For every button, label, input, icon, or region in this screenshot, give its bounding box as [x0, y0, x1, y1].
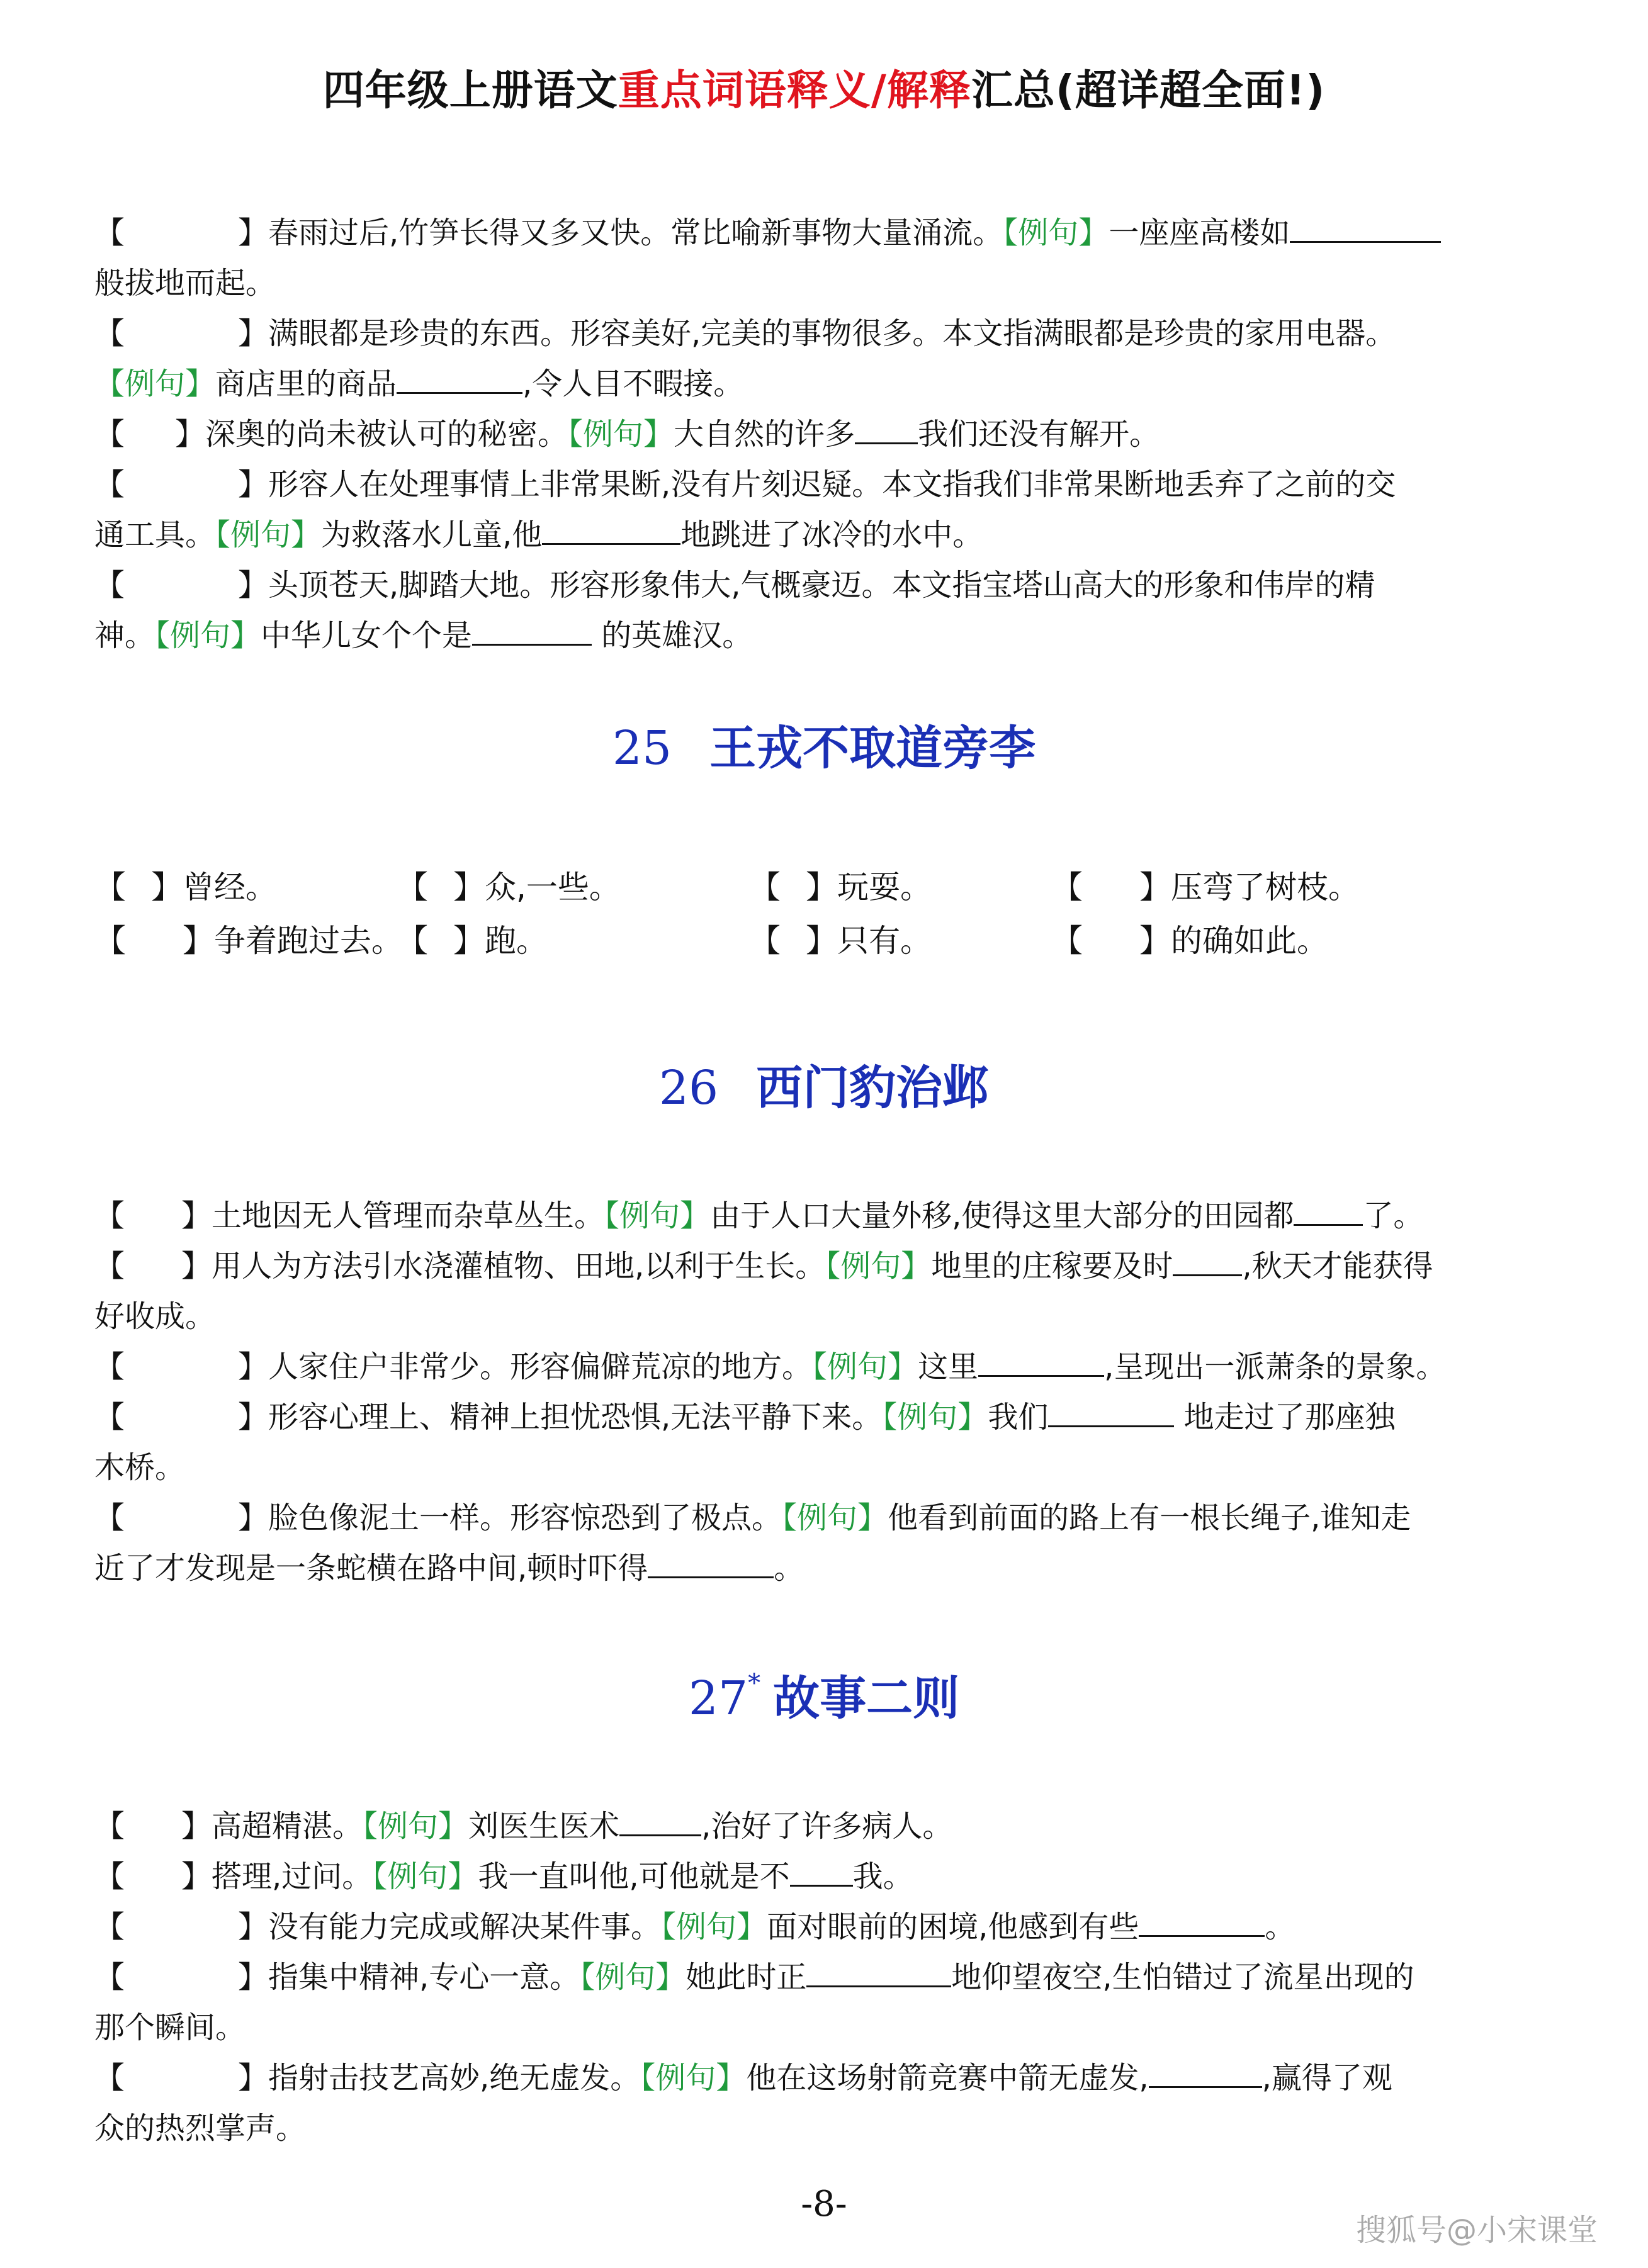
- answer-blank: [790, 1860, 853, 1887]
- lesson-number: 25: [612, 721, 672, 775]
- s26-entry-4-line-2: 木桥。: [94, 1450, 186, 1485]
- entry-definition: 没有能力完成或解决某件事。: [268, 1909, 662, 1945]
- s27-entry-4-line-2: 那个瞬间。: [94, 2010, 246, 2045]
- entry-definition: 形容人在处理事情上非常果断,没有片刻迟疑。本文指我们非常果断地丢弃了之前的交: [268, 467, 1396, 502]
- answer-blank: [806, 1960, 951, 1987]
- answer-blank: [1173, 1249, 1242, 1276]
- title-part-end: 汇总(超详超全面!): [971, 66, 1326, 115]
- example-label: 【例句】: [812, 1349, 918, 1384]
- entry-4-line-1: 【 】形容人在处理事情上非常果断,没有片刻迟疑。本文指我们非常果断地丢弃了之前的交: [94, 467, 1396, 502]
- s27-entry-1: 【 】高超精湛。【例句】刘医生医术 ,治好了许多病人。: [94, 1809, 953, 1844]
- answer-blank: [978, 1350, 1104, 1377]
- entry-definition: 形容心理上、精神上担忧恐惧,无法平静下来。: [268, 1400, 883, 1435]
- s26-entry-4: 【 】形容心理上、精神上担忧恐惧,无法平静下来。【例句】我们 地走过了那座独: [94, 1400, 1396, 1435]
- entry-2-line-2: 【例句】商店里的商品 ,令人目不暇接。: [94, 366, 744, 401]
- page-title: [0, 57, 1648, 116]
- s25-item-3: 【 】玩耍。: [749, 869, 932, 906]
- s25-item-6: 【 】跑。: [397, 923, 548, 959]
- s27-entry-4: 【 】指集中精神,专心一意。【例句】她此时正 地仰望夜空,生怕错过了流星出现的: [94, 1960, 1414, 1995]
- s25-item-5: 【 】争着跑过去。: [94, 923, 403, 959]
- s27-entry-5-line-2: 众的热烈掌声。: [94, 2111, 307, 2146]
- section-26-heading: [0, 1051, 1648, 1118]
- s26-entry-5: 【 】脸色像泥土一样。形容惊恐到了极点。【例句】他看到前面的路上有一根长绳子,谁知走: [94, 1500, 1411, 1535]
- entry-definition: 高超精湛。: [212, 1809, 363, 1844]
- watermark: 搜狐号@小宋课堂: [1355, 2213, 1598, 2248]
- entry-definition: 搭理,过问。: [212, 1859, 373, 1894]
- section-27-heading: [0, 1661, 1648, 1728]
- lesson-number: 27: [688, 1671, 748, 1726]
- answer-blank: [542, 518, 680, 545]
- answer-blank: [1139, 1910, 1265, 1937]
- s26-entry-2: 【 】用人为方法引水浇灌植物、田地,以利于生长。【例句】地里的庄稼要及时 ,秋天才能获得: [94, 1249, 1433, 1284]
- title-part-black: 四年级上册语文: [322, 66, 618, 115]
- s25-item-4: 【 】压弯了树枝。: [1051, 869, 1360, 906]
- entry-4-line-2: 通工具。【例句】为救落水儿童,他 地跳进了冰冷的水中。: [94, 517, 983, 553]
- entry-3-line-1: 【 】深奥的尚未被认可的秘密。【例句】大自然的许多 我们还没有解开。: [94, 417, 1160, 452]
- s25-item-8: 【 】的确如此。: [1051, 923, 1328, 959]
- s26-entry-1: 【 】土地因无人管理而杂草丛生。【例句】由于人口大量外移,使得这里大部分的田园都 了。: [94, 1198, 1424, 1233]
- answer-blank: [1290, 216, 1441, 243]
- s27-entry-2: 【 】搭理,过问。【例句】我一直叫他,可他就是不 我。: [94, 1859, 913, 1894]
- s27-entry-3: 【 】没有能力完成或解决某件事。【例句】面对眼前的困境,他感到有些 。: [94, 1909, 1295, 1945]
- example-label: 【例句】: [640, 2060, 747, 2096]
- entry-definition: 头顶苍天,脚踏大地。形容形象伟大,气概豪迈。本文指宝塔山高大的形象和伟岸的精: [268, 568, 1375, 603]
- entry-definition: 指射击技艺高妙,绝无虚发。: [268, 2060, 641, 2096]
- section-25-heading: [0, 711, 1648, 778]
- example-label: 【例句】: [568, 417, 674, 452]
- s27-entry-5: 【 】指射击技艺高妙,绝无虚发。【例句】他在这场射箭竞赛中箭无虚发, ,赢得了观: [94, 2060, 1392, 2096]
- example-label: 【例句】: [604, 1198, 711, 1233]
- answer-blank: [1149, 2061, 1262, 2088]
- entry-definition: 用人为方法引水浇灌植物、田地,以利于生长。: [212, 1249, 826, 1284]
- answer-blank: [397, 367, 522, 394]
- example-label: 【例句】: [372, 1859, 478, 1894]
- lesson-name: 故事二则: [773, 1671, 960, 1726]
- s25-item-7: 【 】只有。: [749, 923, 932, 959]
- s26-entry-2-line-2: 好收成。: [94, 1299, 216, 1334]
- entry-5-line-1: 【 】头顶苍天,脚踏大地。形容形象伟大,气概豪迈。本文指宝塔山高大的形象和伟岸的精: [94, 568, 1375, 603]
- entry-definition: 满眼都是珍贵的东西。形容美好,完美的事物很多。本文指满眼都是珍贵的家用电器。: [268, 316, 1396, 351]
- answer-blank: [855, 417, 918, 444]
- lesson-number: 26: [658, 1061, 719, 1115]
- lesson-name: 西门豹治邺: [756, 1061, 990, 1115]
- answer-blank: [472, 619, 592, 646]
- s26-entry-3: 【 】人家住户非常少。形容偏僻荒凉的地方。【例句】这里 ,呈现出一派萧条的景象。: [94, 1349, 1447, 1384]
- example-label: 【例句】: [782, 1500, 888, 1535]
- entry-definition: 指集中精神,专心一意。: [268, 1960, 580, 1995]
- example-label: 【例句】: [94, 366, 216, 401]
- example-label: 【例句】: [580, 1960, 686, 1995]
- lesson-name: 王戎不取道旁李: [709, 721, 1036, 775]
- example-label: 【例句】: [661, 1909, 767, 1945]
- entry-definition: 春雨过后,竹笋长得又多又快。常比喻新事物大量涌流。: [268, 215, 1003, 250]
- entry-definition: 人家住户非常少。形容偏僻荒凉的地方。: [268, 1349, 813, 1384]
- answer-blank: [1294, 1199, 1363, 1226]
- entry-1-line-1: 【 】春雨过后,竹笋长得又多又快。常比喻新事物大量涌流。【例句】一座座高楼如: [94, 213, 1441, 253]
- s25-item-2: 【 】众,一些。: [397, 869, 621, 906]
- entry-definition: 土地因无人管理而杂草丛生。: [212, 1198, 605, 1233]
- example-label: 【例句】: [1003, 215, 1109, 250]
- entry-definition: 脸色像泥土一样。形容惊恐到了极点。: [268, 1500, 782, 1535]
- example-label: 【例句】: [882, 1400, 988, 1435]
- example-label: 【例句】: [155, 618, 261, 653]
- answer-blank: [619, 1809, 701, 1836]
- star-mark: *: [748, 1669, 761, 1698]
- example-label: 【例句】: [363, 1809, 469, 1844]
- entry-2-line-1: 【 】满眼都是珍贵的东西。形容美好,完美的事物很多。本文指满眼都是珍贵的家用电器。: [94, 316, 1396, 351]
- entry-5-line-2: 神。【例句】中华儿女个个是 的英雄汉。: [94, 618, 753, 653]
- example-label: 【例句】: [215, 517, 322, 553]
- answer-blank: [648, 1551, 774, 1578]
- example-label: 【例句】: [825, 1249, 932, 1284]
- answer-blank: [1048, 1400, 1174, 1427]
- entry-definition: 深奥的尚未被认可的秘密。: [205, 417, 568, 452]
- s25-item-1: 【 】曾经。: [94, 869, 277, 906]
- s26-entry-5-line-2: 近了才发现是一条蛇横在路中间,顿时吓得 。: [94, 1551, 804, 1586]
- entry-1-line-2: 般拔地而起。: [94, 266, 276, 301]
- page-number: -8-: [801, 2184, 847, 2225]
- title-part-red: 重点词语释义/解释: [618, 66, 971, 115]
